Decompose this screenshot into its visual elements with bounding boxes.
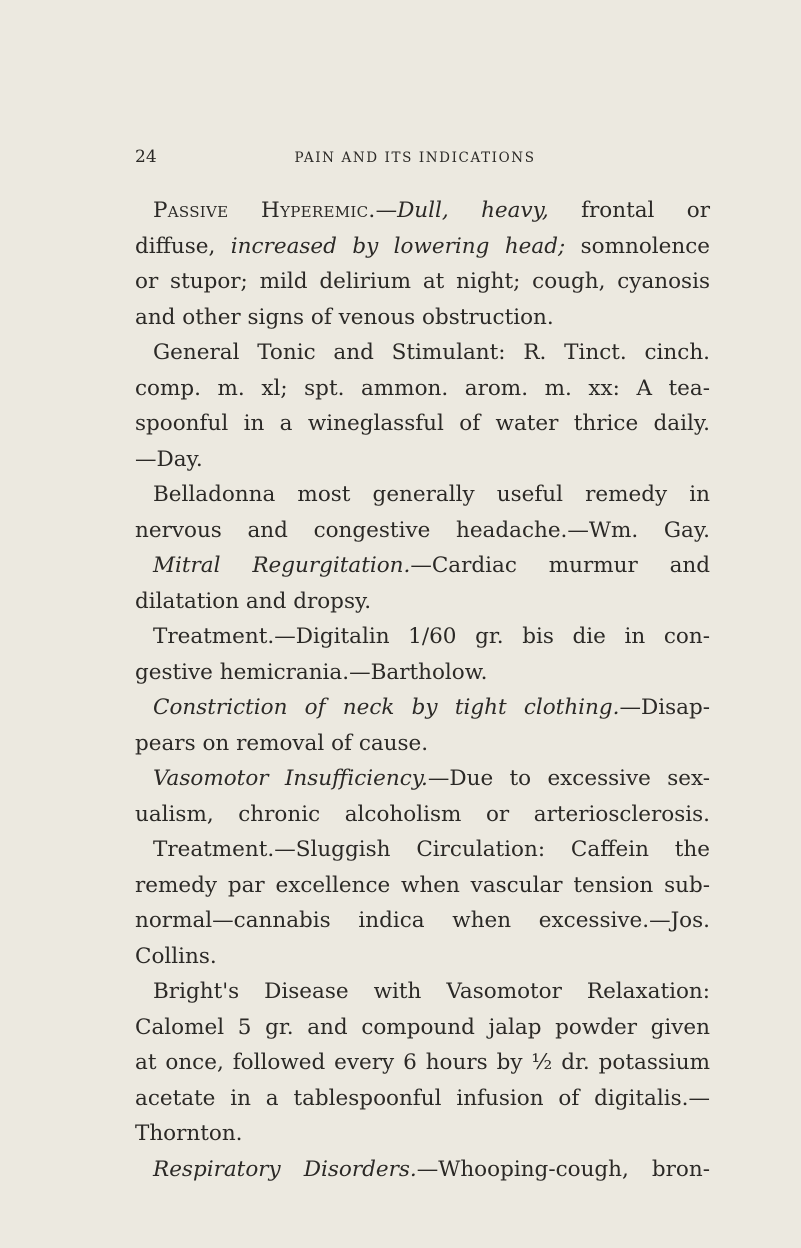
- text-line: spoonful in a wineglassful of water thrice daily.: [135, 411, 710, 436]
- section-heading-respiratory-disorders: Respiratory Disorders.: [153, 1156, 417, 1182]
- text-line: at once, followed every 6 hours by ½ dr. potassium: [135, 1050, 710, 1075]
- page-body: [135, 193, 710, 1187]
- text-fragment: —Cardiac murmur and: [410, 553, 710, 578]
- text-line: [135, 548, 710, 584]
- text-line: or stupor; mild delirium at night; cough, cyanosis: [135, 269, 710, 294]
- text-line: ualism, chronic alcoholism or arteriosclerosis.: [135, 801, 710, 827]
- text-line: [135, 761, 710, 797]
- dash: —: [375, 198, 398, 223]
- section-heading-vasomotor-insufficiency: Vasomotor Insufficiency.: [153, 766, 428, 791]
- text-line: pears on removal of cause.: [135, 730, 429, 756]
- text-line: Calomel 5 gr. and compound jalap powder given: [135, 1014, 710, 1040]
- text-line: [135, 193, 710, 229]
- text-line: nervous and congestive headache.—Wm. Gay.: [135, 517, 710, 543]
- text-line: comp. m. xl; spt. ammon. arom. m. xx: A tea-: [135, 375, 710, 401]
- section-heading-passive-hyperemic: Passive Hyperemic.: [153, 198, 376, 223]
- section-heading-mitral-regurgitation: Mitral Regurgitation.: [153, 553, 411, 578]
- text-line: Treatment.—Sluggish Circulation: Caffein the: [153, 837, 710, 862]
- text-line: [135, 1152, 710, 1188]
- text-fragment: —Disap-: [619, 695, 710, 720]
- text-fragment: —Whooping-cough, bron-: [416, 1156, 710, 1182]
- text-fragment: diffuse,: [135, 233, 231, 259]
- italic-phrase: Dull, heavy,: [397, 198, 549, 223]
- text-line: [135, 229, 710, 265]
- text-fragment: frontal or: [548, 198, 710, 223]
- text-line: acetate in a tablespoonful infusion of digitalis.—: [135, 1085, 710, 1111]
- text-line: dilatation and dropsy.: [135, 588, 372, 614]
- text-line: remedy par excellence when vascular tension sub-: [135, 872, 710, 898]
- text-fragment: somnolence: [565, 233, 711, 259]
- text-line: normal—cannabis indica when excessive.—Jos.: [135, 908, 710, 933]
- page-header: [135, 147, 695, 169]
- text-line: Collins.: [135, 943, 217, 969]
- text-line: Thornton.: [135, 1121, 243, 1146]
- text-line: General Tonic and Stimulant: R. Tinct. cinch.: [153, 340, 710, 365]
- text-line: Bright's Disease with Vasomotor Relaxation:: [153, 979, 710, 1004]
- text-line: —Day.: [135, 446, 203, 472]
- text-line: [135, 690, 710, 726]
- text-line: Belladonna most generally useful remedy in: [153, 482, 710, 507]
- text-fragment: —Due to excessive sex-: [427, 766, 711, 791]
- text-line: gestive hemicrania.—Bartholow.: [135, 659, 488, 685]
- text-line: Treatment.—Digitalin 1/60 gr. bis die in con-: [153, 624, 710, 649]
- text-line: and other signs of venous obstruction.: [135, 304, 554, 330]
- italic-phrase: increased by lowering head;: [230, 233, 566, 259]
- running-title: PAIN AND ITS INDICATIONS: [294, 150, 536, 166]
- section-heading-constriction: Constriction of neck by tight clothing.: [153, 695, 620, 720]
- page-number: 24: [135, 147, 157, 167]
